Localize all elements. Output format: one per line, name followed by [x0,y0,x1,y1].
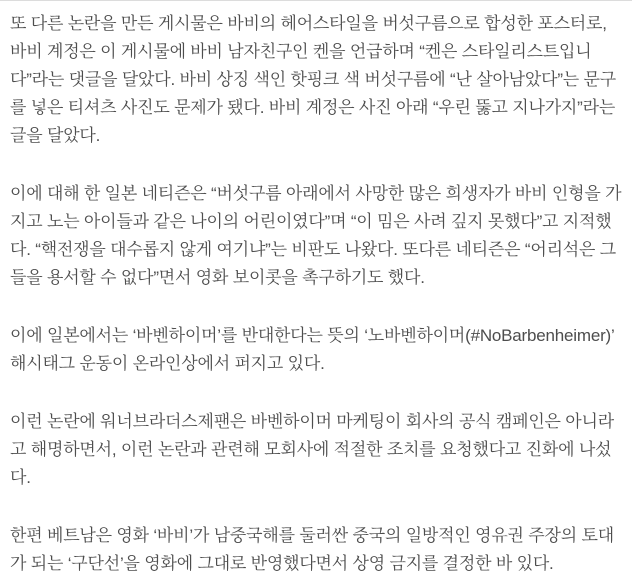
article-paragraph: 이에 일본에서는 ‘바벤하이머’를 반대한다는 뜻의 ‘노바벤하이머(#NoBarbenheimer)’ 해시태그 운동이 온라인상에서 퍼지고 있다. [10,326,615,373]
article-paragraph: 한편 베트남은 영화 ‘바비’가 남중국해를 둘러싼 중국의 일방적인 영유권 주장의 토대가 되는 ‘구단선’을 영화에 그대로 반영했다면서 상영 금지를 결정한 바 있다. [10,526,614,573]
article-paragraph: 또 다른 논란을 만든 게시물은 바비의 헤어스타일을 버섯구름으로 합성한 포스터로, 바비 계정은 이 게시물에 바비 남자친구인 켄을 언급하며 “켄은 스타일리스트입니다”라는 댓글을 달았다. 바비 상징 색인 핫핑크 색 버섯구름에 “난 살아남았다”는 문구를 넣은 티셔츠 사진도 문제가 됐다. 바비 계정은 사진 아래 “우린 뚫고 지나가지”라는 글을 달았다. [10,14,616,145]
article-paragraph: 이런 논란에 워너브라더스제팬은 바벤하이머 마케팅이 회사의 공식 캠페인은 아니라고 해명하면서, 이런 논란과 관련해 모회사에 적절한 조치를 요청했다고 진화에 나섰다. [10,412,614,487]
article-body [0,1,632,578]
article-paragraph: 이에 대해 한 일본 네티즌은 “버섯구름 아래에서 사망한 많은 희생자가 바비 인형을 가지고 노는 아이들과 같은 나이의 어린이였다”며 “이 밈은 사려 깊지 못했다”고 지적했다. “핵전쟁을 대수롭지 않게 여기냐”는 비판도 나왔다. 또다른 네티즌은 “어리석은 그들을 용서할 수 없다”면서 영화 보이콧을 촉구하기도 했다. [10,184,622,287]
